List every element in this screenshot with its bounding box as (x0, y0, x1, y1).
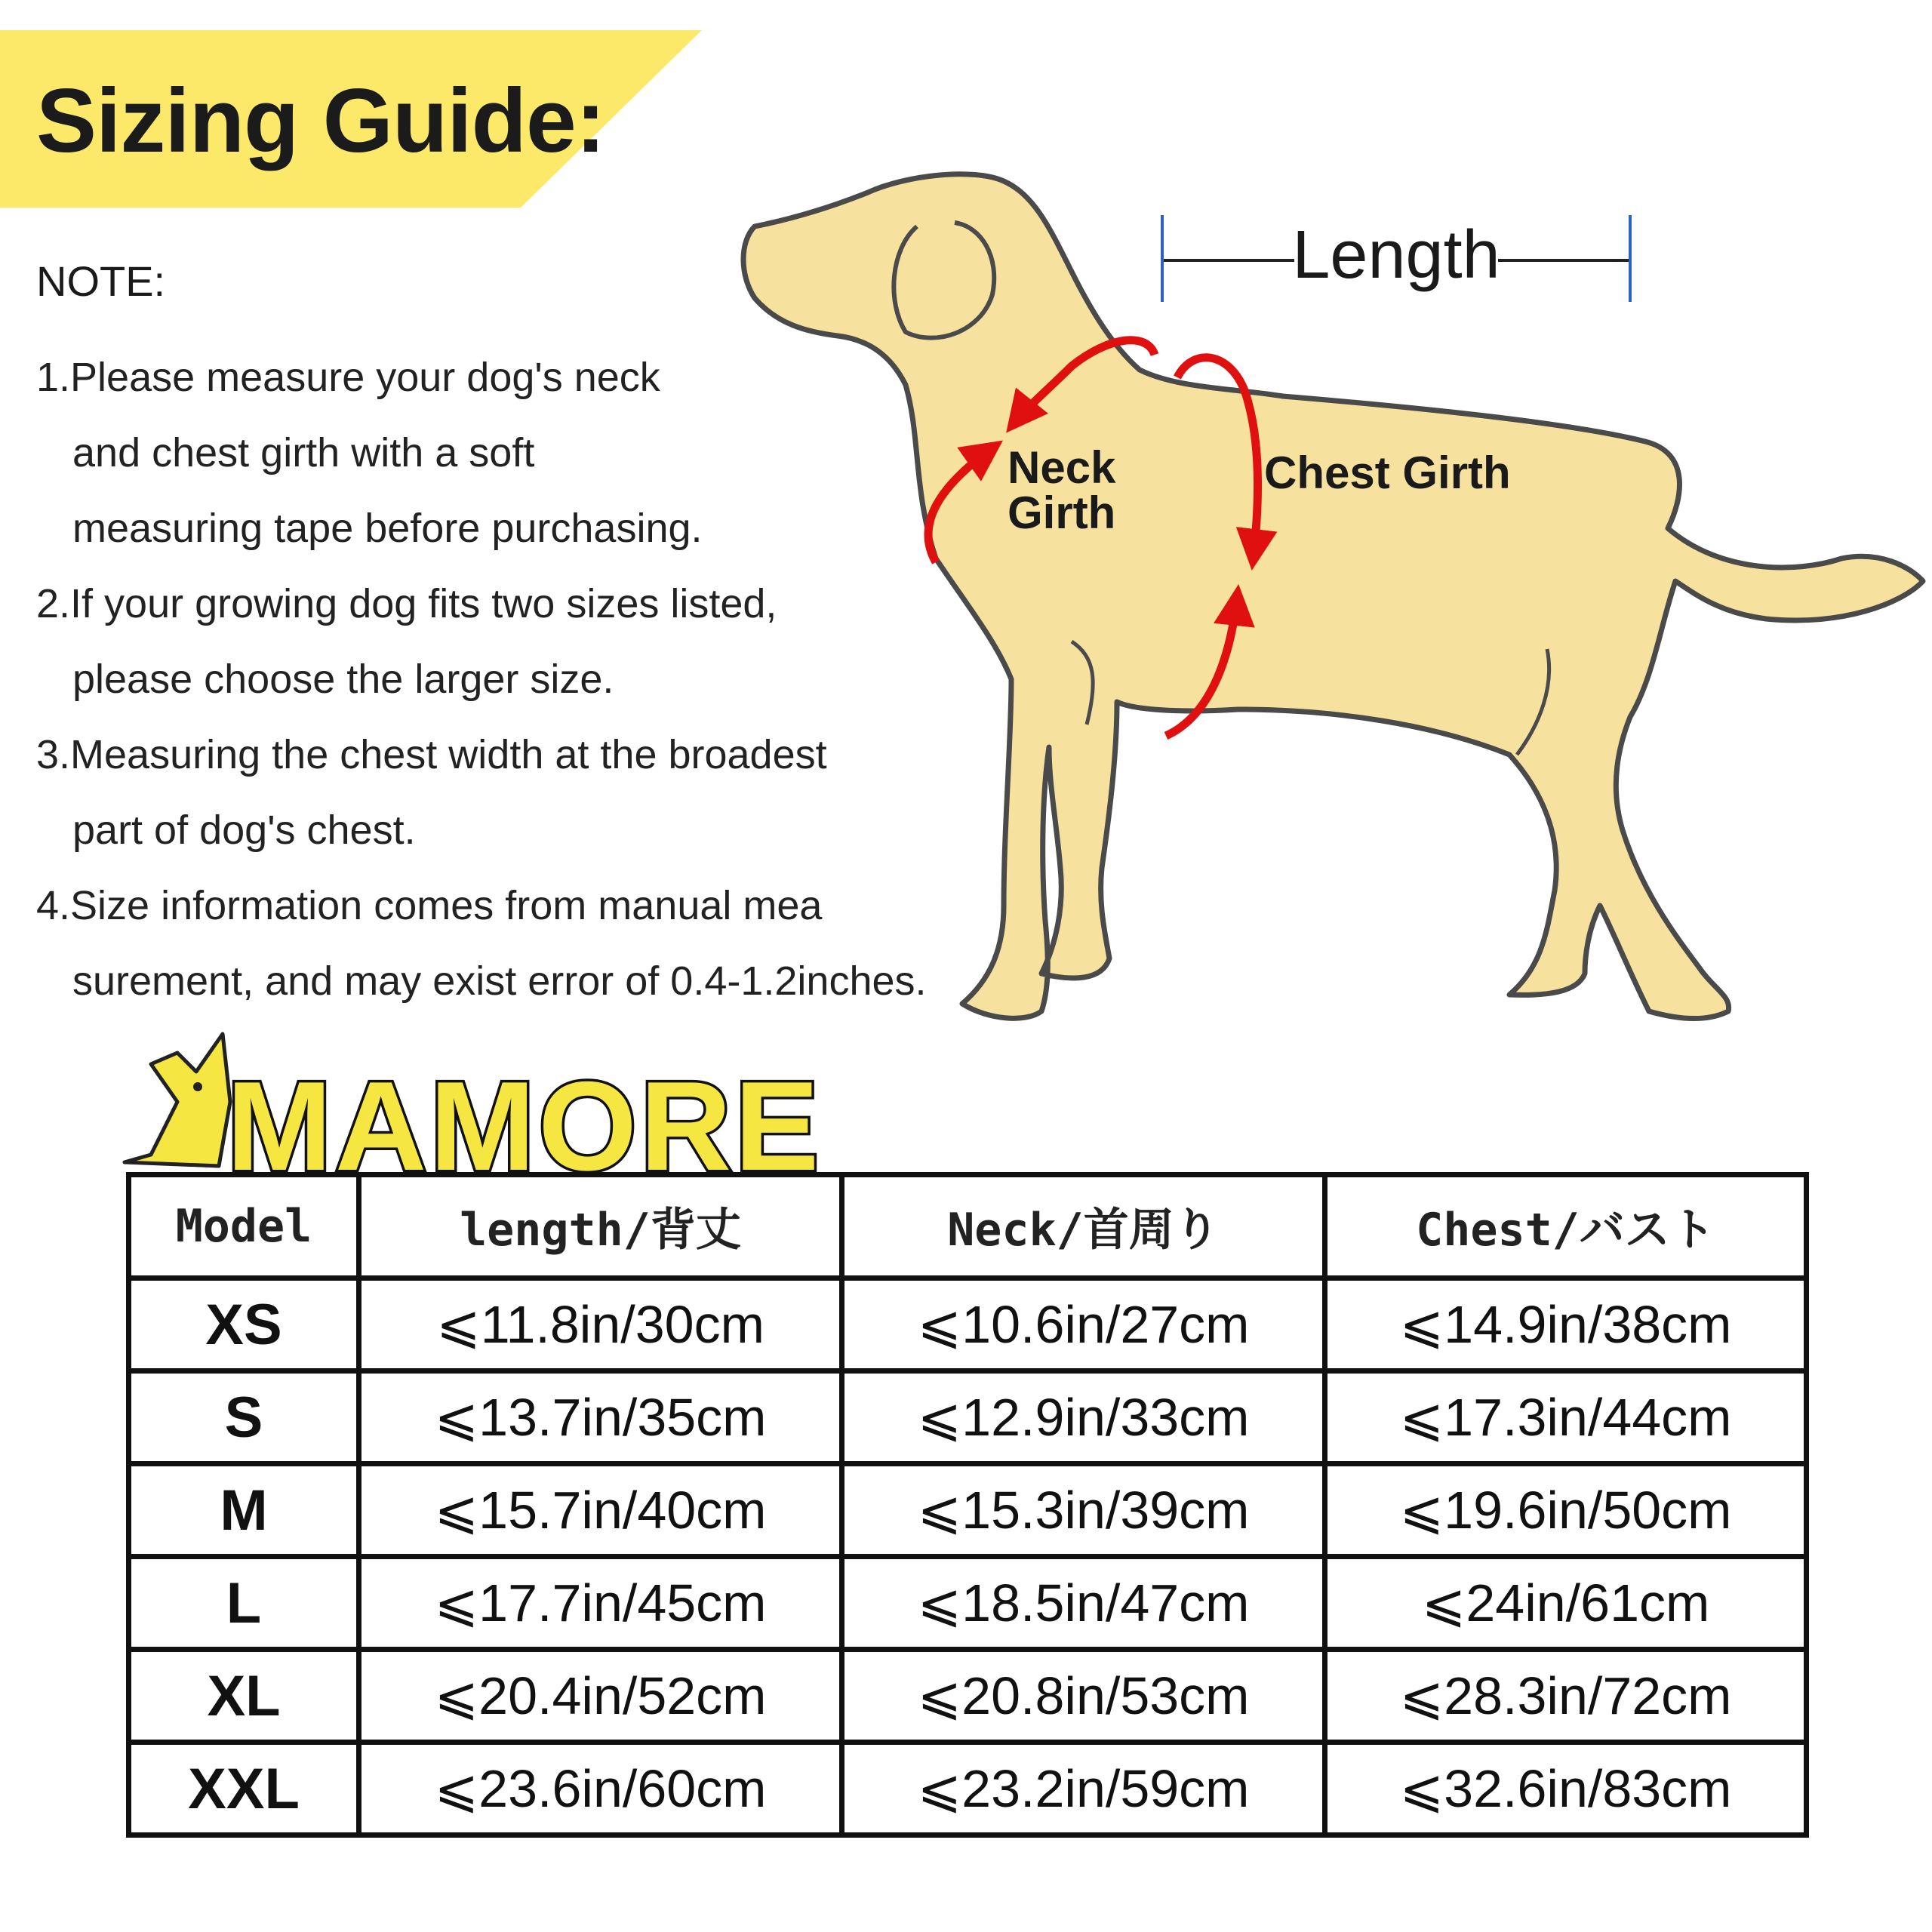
cell-chest: ⩽19.6in/50cm (1325, 1464, 1807, 1557)
note-line: please choose the larger size. (72, 657, 614, 702)
cell-neck: ⩽20.8in/53cm (842, 1650, 1325, 1743)
note-line: measuring tape before purchasing. (72, 506, 703, 551)
cell-model: L (129, 1557, 359, 1650)
cell-length: ⩽13.7in/35cm (359, 1371, 842, 1464)
cell-chest: ⩽28.3in/72cm (1325, 1650, 1807, 1743)
note-line: surement, and may exist error of 0.4-1.2inches. (72, 958, 927, 1004)
length-label: Length (1292, 217, 1500, 293)
neck-label-line-1: Neck (1008, 442, 1116, 493)
neck-label-line-2: Girth (1008, 488, 1116, 538)
brand-logo (121, 1026, 823, 1197)
table-row (129, 1278, 1807, 1371)
cell-length: ⩽23.6in/60cm (359, 1743, 842, 1835)
note-line: 3.Measuring the chest width at the broadest (36, 732, 827, 777)
cell-chest: ⩽32.6in/83cm (1325, 1743, 1807, 1835)
cell-neck: ⩽12.9in/33cm (842, 1371, 1325, 1464)
note-line: 2.If your growing dog fits two sizes listed, (36, 581, 777, 626)
note-line: 4.Size information comes from manual mea (36, 883, 823, 928)
header-neck: Neck/首周り (842, 1175, 1325, 1278)
cell-chest: ⩽14.9in/38cm (1325, 1278, 1807, 1371)
page-title: Sizing Guide: (36, 70, 605, 171)
cell-length: ⩽20.4in/52cm (359, 1650, 842, 1743)
length-dimension (1162, 215, 1630, 302)
size-chart-table (126, 1172, 1809, 1838)
cell-chest: ⩽17.3in/44cm (1325, 1371, 1807, 1464)
dog-measurement-diagram (724, 166, 1932, 1034)
dog-mascot-icon (125, 1034, 230, 1166)
table-row (129, 1464, 1807, 1557)
cell-chest: ⩽24in/61cm (1325, 1557, 1807, 1650)
cell-model: XL (129, 1650, 359, 1743)
note-line: 1.Please measure your dog's neck (36, 355, 660, 400)
table-row (129, 1557, 1807, 1650)
dog-silhouette (743, 174, 1923, 1019)
cell-model: XXL (129, 1743, 359, 1835)
note-line: and chest girth with a soft (72, 430, 535, 475)
table-row (129, 1743, 1807, 1835)
cell-neck: ⩽15.3in/39cm (842, 1464, 1325, 1557)
cell-length: ⩽17.7in/45cm (359, 1557, 842, 1650)
cell-model: S (129, 1371, 359, 1464)
header-chest: Chest/バスト (1325, 1175, 1807, 1278)
table-row (129, 1650, 1807, 1743)
cell-length: ⩽11.8in/30cm (359, 1278, 842, 1371)
cell-model: M (129, 1464, 359, 1557)
chest-girth-label: Chest Girth (1264, 448, 1511, 498)
cell-model: XS (129, 1278, 359, 1371)
table-row (129, 1371, 1807, 1464)
note-heading: NOTE: (36, 257, 166, 305)
cell-neck: ⩽18.5in/47cm (842, 1557, 1325, 1650)
cell-neck: ⩽23.2in/59cm (842, 1743, 1325, 1835)
brand-logo-text: MAMORE (226, 1055, 823, 1197)
note-line: part of dog's chest. (72, 808, 416, 853)
table-header-row (129, 1175, 1807, 1278)
header-length: length/背丈 (359, 1175, 842, 1278)
cell-length: ⩽15.7in/40cm (359, 1464, 842, 1557)
header-model: Model (129, 1175, 359, 1278)
cell-neck: ⩽10.6in/27cm (842, 1278, 1325, 1371)
